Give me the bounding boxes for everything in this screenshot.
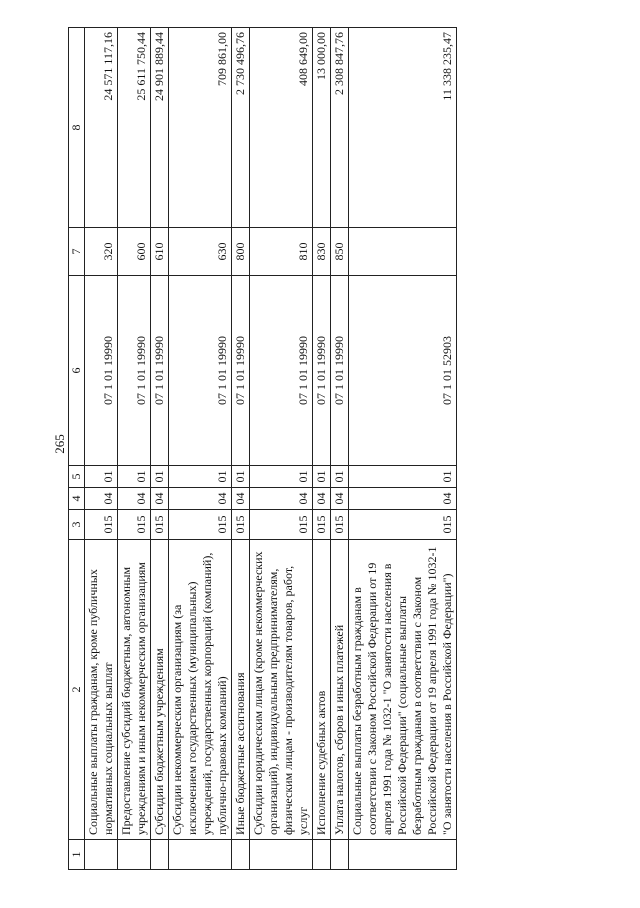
expense-type-cell: 600 [118, 228, 151, 276]
col-header: 5 [69, 466, 85, 488]
table-row [85, 28, 118, 870]
target-article-cell: 07 1 01 19990 [118, 276, 151, 466]
page-number: 265 [51, 434, 67, 454]
row-number-cell [349, 840, 457, 870]
target-article-cell: 07 1 01 19990 [151, 276, 169, 466]
target-article-cell: 07 1 01 19990 [313, 276, 331, 466]
row-name-cell: Уплата налогов, сборов и иных платежей [331, 540, 349, 840]
amount-cell: 11 338 235,47 [349, 28, 457, 228]
amount-cell: 25 611 750,44 [118, 28, 151, 228]
expense-type-cell: 630 [169, 228, 232, 276]
section-cell: 04 [151, 488, 169, 510]
col-header: 1 [69, 840, 85, 870]
target-article-cell: 07 1 01 19990 [232, 276, 250, 466]
row-name-cell: Субсидии некоммерческим организациям (за исключением государственных (муниципальных) учреждений, государственных корпораций (компаний), публично-правовых компаний) [169, 540, 232, 840]
target-article-cell: 07 1 01 19990 [85, 276, 118, 466]
col-header: 2 [69, 540, 85, 840]
expense-type-cell [349, 228, 457, 276]
target-article-cell: 07 1 01 52903 [349, 276, 457, 466]
col-header: 6 [69, 276, 85, 466]
section-cell: 04 [250, 488, 313, 510]
subsection-cell: 01 [169, 466, 232, 488]
row-name-cell: Предоставление субсидий бюджетным, автономным учреждениям и иным некоммерческим организациям [118, 540, 151, 840]
row-number-cell [313, 840, 331, 870]
kvsr-cell: 015 [349, 510, 457, 540]
amount-cell: 24 901 889,44 [151, 28, 169, 228]
target-article-cell: 07 1 01 19990 [331, 276, 349, 466]
target-article-cell: 07 1 01 19990 [250, 276, 313, 466]
table-row [118, 28, 151, 870]
row-name-cell: Исполнение судебных актов [313, 540, 331, 840]
row-number-cell [118, 840, 151, 870]
subsection-cell: 01 [250, 466, 313, 488]
subsection-cell: 01 [118, 466, 151, 488]
subsection-cell: 01 [85, 466, 118, 488]
amount-cell: 408 649,00 [250, 28, 313, 228]
col-header: 8 [69, 28, 85, 228]
kvsr-cell: 015 [85, 510, 118, 540]
table-row [169, 28, 232, 870]
row-number-cell [331, 840, 349, 870]
section-cell: 04 [169, 488, 232, 510]
section-cell: 04 [331, 488, 349, 510]
col-header: 3 [69, 510, 85, 540]
subsection-cell: 01 [313, 466, 331, 488]
table-row [151, 28, 169, 870]
amount-cell: 2 308 847,76 [331, 28, 349, 228]
subsection-cell: 01 [349, 466, 457, 488]
table-row [349, 28, 457, 870]
amount-cell: 2 730 496,76 [232, 28, 250, 228]
table-row [250, 28, 313, 870]
row-name-cell: Иные бюджетные ассигнования [232, 540, 250, 840]
amount-cell: 13 000,00 [313, 28, 331, 228]
row-name-cell: Социальные выплаты безработным гражданам в соответствии с Законом Российской Федерации от 19 апреля 1991 года № 1032-1 "О занятости населения в Российской Федерации" (социальные выплаты безработным гражданам в соответствии с Законом Российской Федерации от 19 апреля 1991 года № 1032-1 "О занятости населения в Российской Федерации") [349, 540, 457, 840]
row-number-cell [232, 840, 250, 870]
table-row [313, 28, 331, 870]
budget-table [68, 27, 457, 870]
expense-type-cell: 800 [232, 228, 250, 276]
table-row [232, 28, 250, 870]
amount-cell: 24 571 117,16 [85, 28, 118, 228]
row-name-cell: Субсидии юридическим лицам (кроме некоммерческих организаций), индивидуальным предпринимателям, физическим лицам - производителям товаров, работ, услуг [250, 540, 313, 840]
kvsr-cell: 015 [118, 510, 151, 540]
kvsr-cell: 015 [250, 510, 313, 540]
subsection-cell: 01 [331, 466, 349, 488]
kvsr-cell: 015 [313, 510, 331, 540]
section-cell: 04 [118, 488, 151, 510]
expense-type-cell: 850 [331, 228, 349, 276]
section-cell: 04 [349, 488, 457, 510]
amount-cell: 709 861,00 [169, 28, 232, 228]
table-row [331, 28, 349, 870]
row-number-cell [169, 840, 232, 870]
target-article-cell: 07 1 01 19990 [169, 276, 232, 466]
section-cell: 04 [85, 488, 118, 510]
section-cell: 04 [232, 488, 250, 510]
col-header: 4 [69, 488, 85, 510]
kvsr-cell: 015 [232, 510, 250, 540]
row-name-cell: Субсидии бюджетным учреждениям [151, 540, 169, 840]
row-number-cell [151, 840, 169, 870]
expense-type-cell: 810 [250, 228, 313, 276]
section-cell: 04 [313, 488, 331, 510]
subsection-cell: 01 [151, 466, 169, 488]
expense-type-cell: 320 [85, 228, 118, 276]
header-row [69, 28, 85, 870]
rotated-table-container [68, 28, 564, 870]
kvsr-cell: 015 [169, 510, 232, 540]
row-name-cell: Социальные выплаты гражданам, кроме публичных нормативных социальных выплат [85, 540, 118, 840]
kvsr-cell: 015 [151, 510, 169, 540]
row-number-cell [250, 840, 313, 870]
subsection-cell: 01 [232, 466, 250, 488]
col-header: 7 [69, 228, 85, 276]
expense-type-cell: 830 [313, 228, 331, 276]
row-number-cell [85, 840, 118, 870]
kvsr-cell: 015 [331, 510, 349, 540]
expense-type-cell: 610 [151, 228, 169, 276]
